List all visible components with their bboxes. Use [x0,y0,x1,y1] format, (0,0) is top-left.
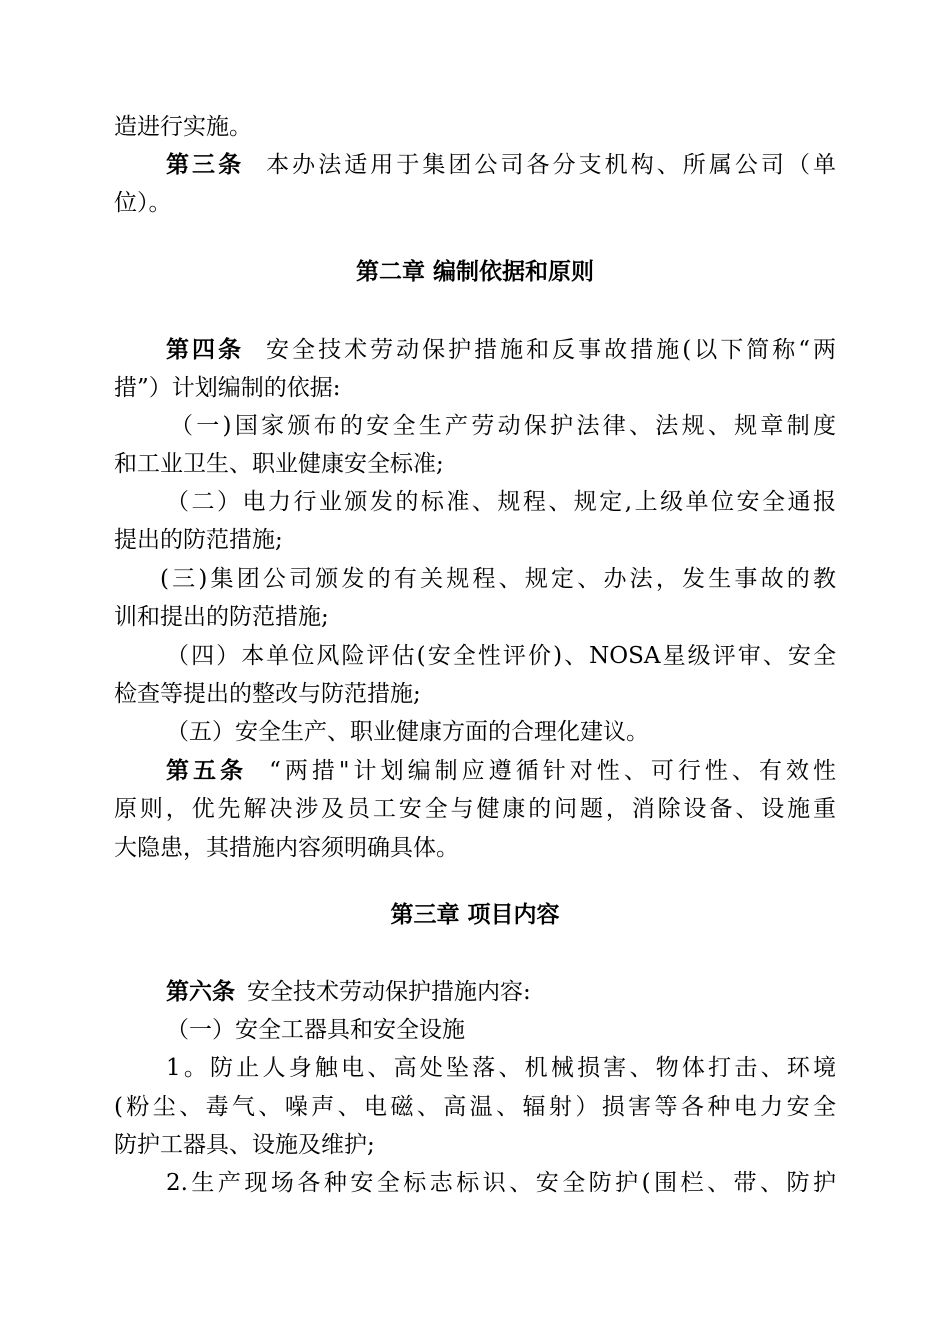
list-item-line: （四）本单位风险评估(安全性评价)、NOSA星级评审、安全 [166,643,836,669]
article-number: 第六条 [166,979,235,1005]
paragraph-line: 和工业卫生、职业健康安全标准; [114,451,444,477]
article-text: 安全技术劳动保护措施内容: [247,979,531,1005]
paragraph-line: 提出的防范措施; [114,527,283,553]
paragraph-line: 造进行实施。 [114,114,252,140]
article-5-line [166,753,836,789]
article-text: “两措"计划编制应遵循针对性、可行性、有效性 [269,758,836,784]
paragraph-line: 原则，优先解决涉及员工安全与健康的问题，消除设备、设施重 [114,796,836,822]
paragraph-line: 防护工器具、设施及维护; [114,1132,375,1158]
paragraph-line: 措”）计划编制的依据: [114,375,341,401]
list-item-line: （五）安全生产、职业健康方面的合理化建议。 [166,719,649,745]
article-number: 第三条 [166,152,245,178]
article-number: 第四条 [166,337,245,363]
list-item-line: 1。防止人身触电、高处坠落、机械损害、物体打击、环境 [166,1055,836,1081]
list-item-line: （一)国家颁布的安全生产劳动保护法律、法规、规章制度 [170,413,836,439]
paragraph-line: 大隐患，其措施内容须明确具体。 [114,835,459,861]
list-item-line: 2.生产现场各种安全标志标识、安全防护(围栏、带、防护 [166,1170,836,1196]
list-item-line: (三)集团公司颁发的有关规程、规定、办法，发生事故的教 [160,566,836,592]
paragraph-line: 训和提出的防范措施; [114,604,329,630]
article-4-line [166,332,836,368]
chapter-heading: 第三章 项目内容 [390,902,560,928]
paragraph-line: 位）。 [114,190,172,216]
list-item-line: （一）安全工器具和安全设施 [166,1017,465,1043]
paragraph-line: 检查等提出的整改与防范措施; [114,681,421,707]
article-6-line [166,974,836,1010]
article-3-line [166,147,836,183]
list-item-line: （二）电力行业颁发的标准、规程、规定,上级单位安全通报 [166,489,836,515]
article-text: 本办法适用于集团公司各分支机构、所属公司（单 [266,152,836,178]
chapter-heading: 第二章 编制依据和原则 [355,259,594,285]
article-number: 第五条 [166,758,248,784]
article-text: 安全技术劳动保护措施和反事故措施(以下简称“两 [266,337,836,363]
paragraph-line: (粉尘、毒气、噪声、电磁、高温、辐射）损害等各种电力安全 [114,1094,836,1120]
